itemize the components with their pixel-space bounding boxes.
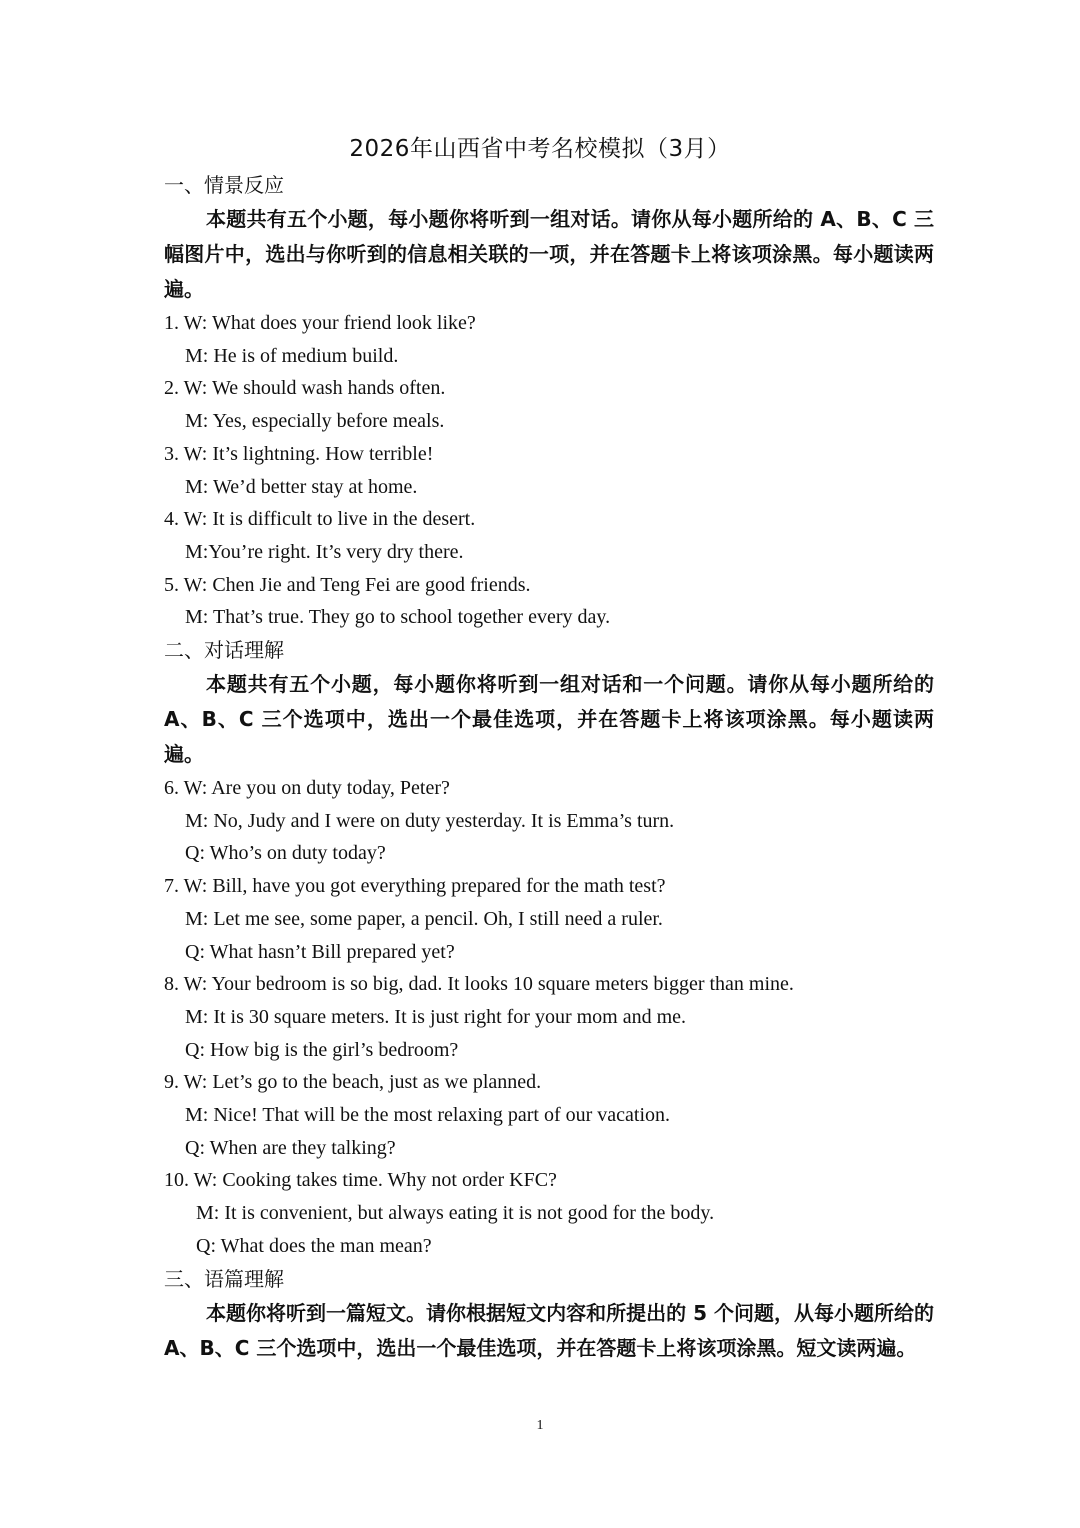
section-instruction-2: 本题共有五个小题，每小题你将听到一组对话和一个问题。请你从每小题所给的 A、B、C 三个选项中，选出一个最佳选项，并在答题卡上将该项涂黑。每小题读两遍。 [164, 672, 934, 767]
question-line: Q: When are they talking? [185, 1136, 396, 1159]
section-heading-3: 三、语篇理解 [164, 1266, 284, 1291]
dialogue-line: 5. W: Chen Jie and Teng Fei are good friends. [164, 573, 531, 596]
dialogue-line: M: Nice! That will be the most relaxing part of our vacation. [185, 1104, 671, 1127]
question-line: Q: How big is the girl’s bedroom? [185, 1038, 459, 1061]
dialogue-line: 7. W: Bill, have you got everything prepared for the math test? [164, 875, 666, 898]
question-line: Q: What hasn’t Bill prepared yet? [185, 940, 455, 963]
dialogue-line: M: It is 30 square meters. It is just right for your mom and me. [185, 1005, 687, 1028]
question-line: Q: What does the man mean? [196, 1234, 432, 1257]
dialogue-line: M: It is convenient, but always eating it is not good for the body. [196, 1202, 715, 1225]
dialogue-line: 8. W: Your bedroom is so big, dad. It looks 10 square meters bigger than mine. [164, 973, 794, 996]
dialogue-line: 10. W: Cooking takes time. Why not order KFC? [164, 1169, 557, 1192]
dialogue-line: 9. W: Let’s go to the beach, just as we planned. [164, 1071, 542, 1094]
page-title: 2026年山西省中考名校模拟（3月） [349, 136, 731, 162]
dialogue-line: M:You’re right. It’s very dry there. [185, 540, 464, 563]
section-instruction-3: 本题你将听到一篇短文。请你根据短文内容和所提出的 5 个问题，从每小题所给的 A、B、C 三个选项中，选出一个最佳选项，并在答题卡上将该项涂黑。短文读两遍。 [164, 1300, 934, 1360]
dialogue-line: 1. W: What does your friend look like? [164, 312, 476, 334]
section-heading-1: 一、情景反应 [164, 173, 284, 197]
section-instruction-1: 本题共有五个小题，每小题你将听到一组对话。请你从每小题所给的 A、B、C 三幅图片中，选出与你听到的信息相关联的一项，并在答题卡上将该项涂黑。每小题读两遍。 [164, 207, 934, 301]
dialogue-line: 4. W: It is difficult to live in the desert. [164, 508, 476, 531]
dialogue-line: 6. W: Are you on duty today, Peter? [164, 777, 450, 800]
dialogue-line: M: He is of medium build. [185, 344, 399, 367]
dialogue-line: M: We’d better stay at home. [185, 475, 418, 498]
dialogue-line: M: That’s true. They go to school together every day. [185, 606, 611, 629]
dialogue-line: M: Yes, especially before meals. [185, 410, 445, 433]
dialogue-line: 2. W: We should wash hands often. [164, 377, 446, 400]
section-heading-2: 二、对话理解 [164, 638, 284, 663]
page-content [164, 169, 934, 1366]
dialogue-line: 3. W: It’s lightning. How terrible! [164, 442, 434, 465]
page-number: 1 [536, 1418, 544, 1433]
dialogue-line: M: No, Judy and I were on duty yesterday. It is Emma’s turn. [185, 809, 675, 832]
dialogue-line: M: Let me see, some paper, a pencil. Oh, I still need a ruler. [185, 907, 663, 930]
question-line: Q: Who’s on duty today? [185, 842, 386, 865]
